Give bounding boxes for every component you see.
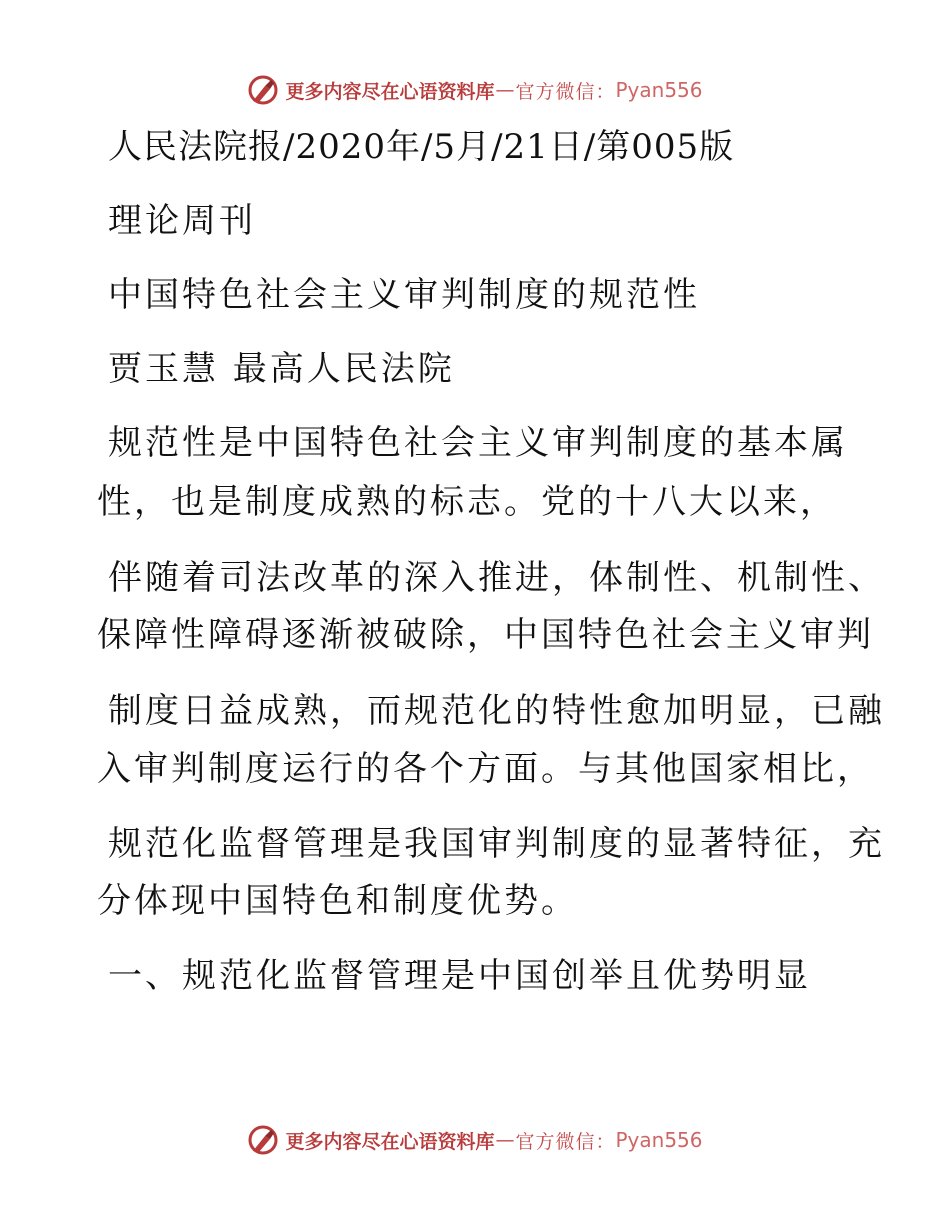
paragraph-line: 规范化监督管理是我国审判制度的显著特征，充: [108, 824, 885, 864]
column-name: 理论周刊: [108, 201, 256, 241]
watermark-main-text: 更多内容尽在心语资料库: [285, 80, 495, 103]
watermark-separator: —: [495, 79, 515, 101]
paragraph-line: 伴随着司法改革的深入推进，体制性、机制性、: [108, 558, 885, 598]
watermark-official-label: 官方微信：: [515, 1130, 616, 1153]
source-line: 人民法院报/2020年/5月/21日/第005版: [108, 127, 735, 167]
paragraph-line: 规范性是中国特色社会主义审判制度的基本属: [108, 423, 848, 463]
paragraph-line: 分体现中国特色和制度优势。: [97, 881, 578, 921]
pen-nib-icon: [247, 74, 279, 106]
watermark-bottom: [0, 1120, 950, 1160]
paragraph-line: 性，也是制度成熟的标志。党的十八大以来，: [97, 482, 837, 522]
watermark-wechat-id: Pyan556: [615, 78, 703, 102]
section-heading: 一、规范化监督管理是中国创举且优势明显: [108, 956, 811, 996]
paragraph-line: 制度日益成熟，而规范化的特性愈加明显，已融: [108, 691, 885, 731]
watermark-wechat-id: Pyan556: [615, 1128, 703, 1152]
paragraph-line: 入审判制度运行的各个方面。与其他国家相比，: [97, 749, 874, 789]
article-title: 中国特色社会主义审判制度的规范性: [108, 275, 700, 315]
watermark-top: [0, 70, 950, 110]
watermark-separator: —: [495, 1129, 515, 1151]
watermark-official-label: 官方微信：: [515, 80, 616, 103]
author-line: 贾玉慧 最高人民法院: [108, 349, 455, 389]
pen-nib-icon: [247, 1124, 279, 1156]
paragraph-line: 保障性障碍逐渐被破除，中国特色社会主义审判: [97, 615, 874, 655]
watermark-main-text: 更多内容尽在心语资料库: [285, 1130, 495, 1153]
